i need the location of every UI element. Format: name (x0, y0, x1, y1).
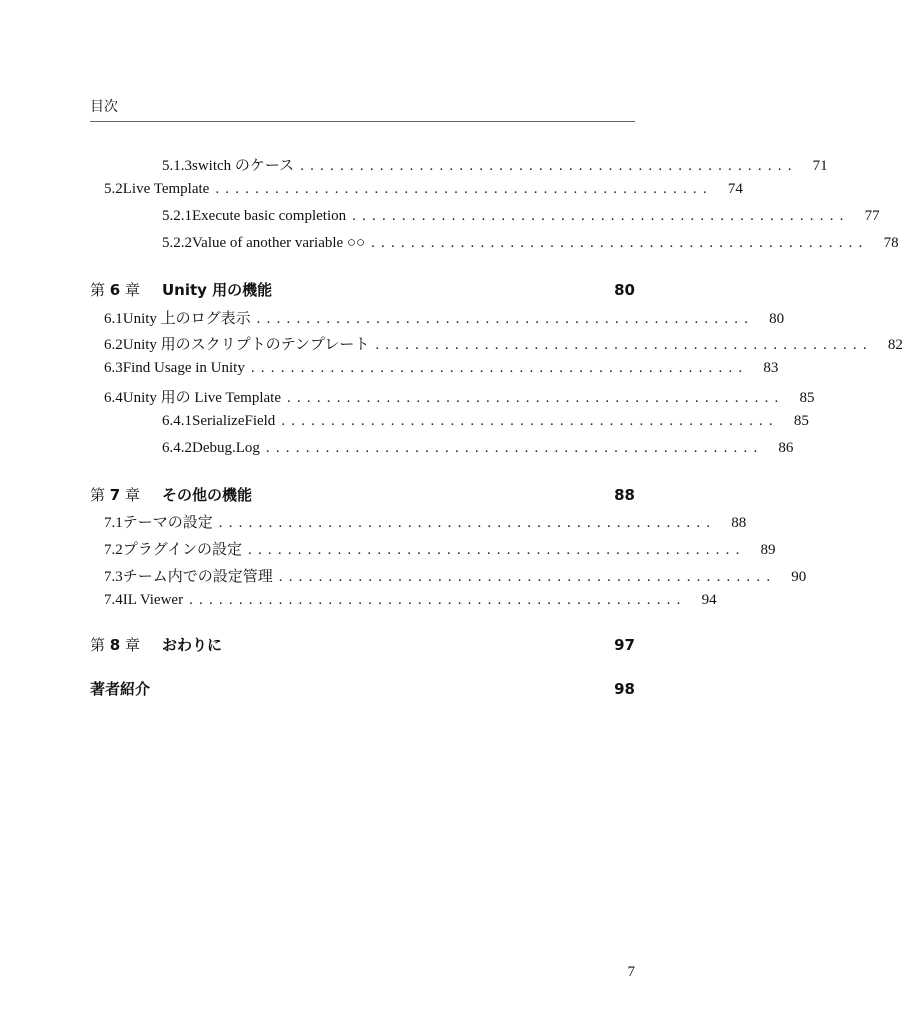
chapter-title: その他の機能 (162, 486, 253, 504)
dot-leader: .................................................. (371, 235, 869, 251)
section-title: Execute basic completion (192, 208, 347, 224)
chapter-entry[interactable] (90, 279, 635, 301)
page-number: 83 (763, 360, 779, 376)
section-number: 6.3 (104, 360, 123, 376)
page-number: 86 (778, 440, 794, 456)
dot-leader: .................................................. (278, 569, 777, 585)
chapter-num: 7 (109, 486, 121, 504)
section-title: IL Viewer (122, 592, 184, 608)
toc-entry[interactable] (104, 386, 815, 406)
page-number: 98 (614, 680, 635, 698)
header-title: 目次 (90, 99, 118, 115)
dot-leader: .................................................. (218, 515, 717, 531)
toc-entry[interactable] (104, 592, 717, 612)
toc-entry[interactable] (104, 181, 743, 201)
dot-leader: .................................................. (281, 413, 779, 429)
section-title: チーム内での設定管理 (122, 569, 273, 585)
chapter-title: 著者紹介 (90, 680, 151, 698)
page-number: 80 (614, 281, 635, 299)
section-title: SerializeField (192, 413, 276, 429)
toc-entry[interactable] (104, 360, 779, 380)
section-title: Find Usage in Unity (122, 360, 245, 376)
section-title: Unity 上のログ表示 (122, 311, 251, 327)
section-number: 6.4.1 (162, 413, 192, 429)
page-number: 77 (864, 208, 880, 224)
section-number: 6.4 (104, 390, 123, 406)
section-number: 7.3 (104, 569, 123, 585)
page-footer-number: 7 (627, 964, 635, 980)
section-title: switch のケース (192, 158, 295, 174)
section-title: Debug.Log (192, 440, 260, 456)
page-number: 85 (793, 413, 809, 429)
dot-leader: .................................................. (256, 311, 755, 327)
dot-leader: .................................................. (265, 440, 764, 456)
section-number: 7.2 (104, 542, 123, 558)
section-title: プラグインの設定 (122, 542, 243, 558)
toc-entry[interactable] (162, 440, 794, 460)
section-number: 6.2 (104, 337, 123, 353)
dot-leader: .................................................. (286, 390, 785, 406)
toc-entry[interactable] (104, 511, 747, 531)
chapter-number (90, 279, 162, 300)
chapter-title: おわりに (162, 636, 223, 654)
section-number: 7.1 (104, 515, 123, 531)
page-number: 94 (701, 592, 717, 608)
toc-entry[interactable] (162, 208, 880, 228)
chapter-number (90, 634, 162, 655)
page-number: 89 (760, 542, 776, 558)
chapter-prefix: 第 (90, 636, 106, 654)
chapter-suffix: 章 (125, 636, 141, 654)
page-number: 97 (614, 636, 635, 654)
dot-leader: .................................................. (250, 360, 749, 376)
toc-entry[interactable] (162, 154, 828, 174)
page-number: 71 (812, 158, 828, 174)
page-number: 88 (731, 515, 747, 531)
section-number: 6.1 (104, 311, 123, 327)
chapter-entry[interactable] (90, 484, 635, 506)
chapter-entry[interactable] (90, 634, 635, 656)
section-number: 5.1.3 (162, 158, 192, 174)
chapter-num: 6 (109, 281, 121, 299)
dot-leader: .................................................. (189, 592, 687, 608)
section-title: テーマの設定 (122, 515, 213, 531)
section-number: 5.2.2 (162, 235, 192, 251)
toc-entry[interactable] (104, 307, 785, 327)
section-title: Unity 用の Live Template (122, 390, 281, 406)
page-number: 85 (799, 390, 815, 406)
section-title: Value of another variable ○○ (192, 235, 366, 251)
section-number: 7.4 (104, 592, 123, 608)
section-number: 5.2 (104, 181, 123, 197)
chapter-prefix: 第 (90, 281, 106, 299)
chapter-number (90, 484, 162, 505)
page-number: 80 (769, 311, 785, 327)
dot-leader: .................................................. (300, 158, 798, 174)
chapter-suffix: 章 (125, 486, 141, 504)
section-number: 6.4.2 (162, 440, 192, 456)
chapter-num: 8 (109, 636, 121, 654)
section-title: Live Template (122, 181, 210, 197)
section-number: 5.2.1 (162, 208, 192, 224)
page-number: 90 (791, 569, 807, 585)
dot-leader: .................................................. (248, 542, 746, 558)
toc-entry[interactable] (162, 413, 809, 433)
running-header (90, 96, 635, 122)
dot-leader: .................................................. (375, 337, 873, 353)
page-number: 88 (614, 486, 635, 504)
toc-entry[interactable] (104, 333, 903, 353)
chapter-entry[interactable] (90, 678, 635, 700)
toc-entry[interactable] (104, 538, 776, 558)
chapter-title: Unity 用の機能 (162, 281, 273, 299)
toc-entry[interactable] (104, 565, 807, 585)
dot-leader: .................................................. (352, 208, 850, 224)
chapter-prefix: 第 (90, 486, 106, 504)
dot-leader: .................................................. (215, 181, 713, 197)
chapter-suffix: 章 (125, 281, 141, 299)
page-number: 82 (887, 337, 903, 353)
toc-entry[interactable] (162, 235, 899, 255)
page-number: 74 (727, 181, 743, 197)
section-title: Unity 用のスクリプトのテンプレート (122, 337, 370, 353)
page-number: 78 (883, 235, 899, 251)
